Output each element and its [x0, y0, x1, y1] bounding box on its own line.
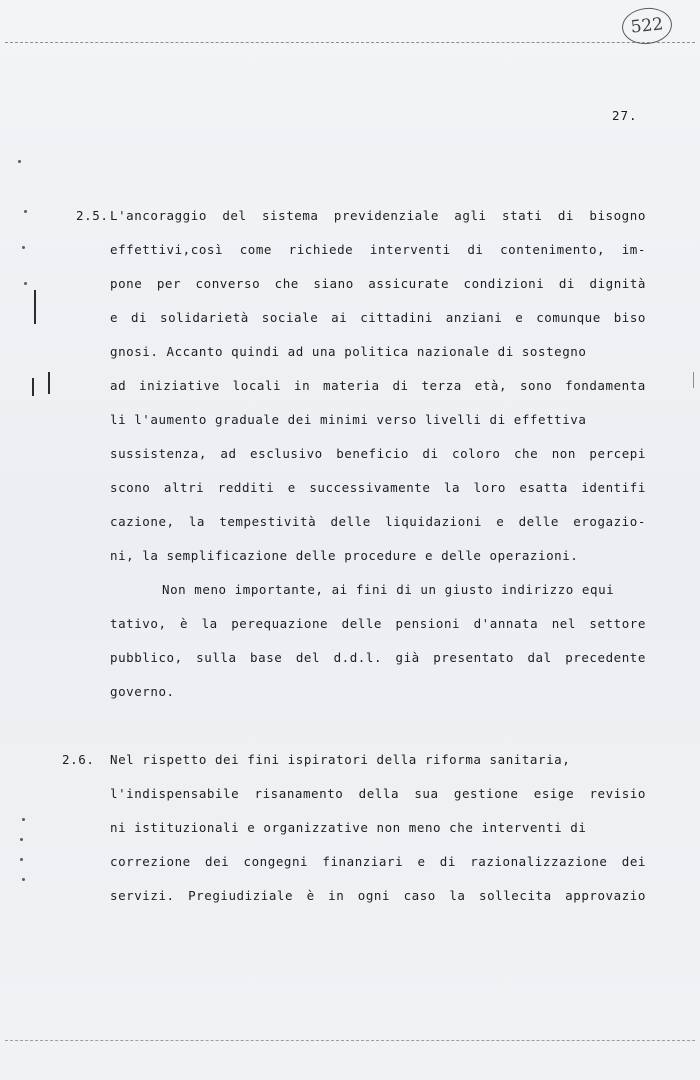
- archive-stamp: 522: [620, 5, 673, 46]
- margin-mark: [693, 372, 694, 388]
- section-number: 2.6.: [62, 752, 95, 767]
- scan-speck: [22, 878, 25, 881]
- margin-mark: [48, 372, 50, 394]
- paragraph-line: e di solidarietà sociale ai cittadini anziani e comunque biso: [110, 310, 646, 325]
- paragraph-line: cazione, la tempestività delle liquidazioni e delle erogazio-: [110, 514, 646, 529]
- paragraph-line: Non meno importante, ai fini di un giusto indirizzo equi: [162, 582, 615, 597]
- paragraph-line: servizi. Pregiudiziale è in ogni caso la sollecita approvazio: [110, 888, 646, 903]
- paragraph-line: effettivi,così come richiede interventi di contenimento, im-: [110, 242, 646, 257]
- margin-mark: [34, 290, 36, 324]
- paragraph-line: l'indispensabile risanamento della sua gestione esige revisio: [110, 786, 646, 801]
- paragraph-line: Nel rispetto dei fini ispiratori della riforma sanitaria,: [110, 752, 571, 767]
- scan-speck: [20, 858, 23, 861]
- page-number: 27.: [612, 108, 638, 123]
- paragraph-line: pone per converso che siano assicurate condizioni di dignità: [110, 276, 646, 291]
- paragraph-line: li l'aumento graduale dei minimi verso livelli di effettiva: [110, 412, 587, 427]
- margin-mark: [32, 378, 34, 396]
- scan-speck: [24, 210, 27, 213]
- paragraph-line: governo.: [110, 684, 175, 699]
- paragraph-line: tativo, è la perequazione delle pensioni d'annata nel settore: [110, 616, 646, 631]
- scan-speck: [22, 246, 25, 249]
- paragraph-line: ni, la semplificazione delle procedure e delle operazioni.: [110, 548, 579, 563]
- paragraph-line: ni istituzionali e organizzative non meno che interventi di: [110, 820, 587, 835]
- paragraph-line: scono altri redditi e successivamente la loro esatta identifi: [110, 480, 646, 495]
- scan-speck: [22, 818, 25, 821]
- paragraph-line: sussistenza, ad esclusivo beneficio di coloro che non percepi: [110, 446, 646, 461]
- paragraph-line: gnosi. Accanto quindi ad una politica nazionale di sostegno: [110, 344, 587, 359]
- bottom-scan-rule: [5, 1040, 695, 1041]
- scan-speck: [20, 838, 23, 841]
- scan-speck: [18, 160, 21, 163]
- paragraph-line: ad iniziative locali in materia di terza età, sono fondamenta: [110, 378, 646, 393]
- section-number: 2.5.: [76, 208, 109, 223]
- paragraph-line: pubblico, sulla base del d.d.l. già presentato dal precedente: [110, 650, 646, 665]
- scan-speck: [24, 282, 27, 285]
- paragraph-line: correzione dei congegni finanziari e di razionalizzazione dei: [110, 854, 646, 869]
- top-scan-rule: [5, 42, 695, 43]
- paragraph-line: L'ancoraggio del sistema previdenziale agli stati di bisogno: [110, 208, 646, 223]
